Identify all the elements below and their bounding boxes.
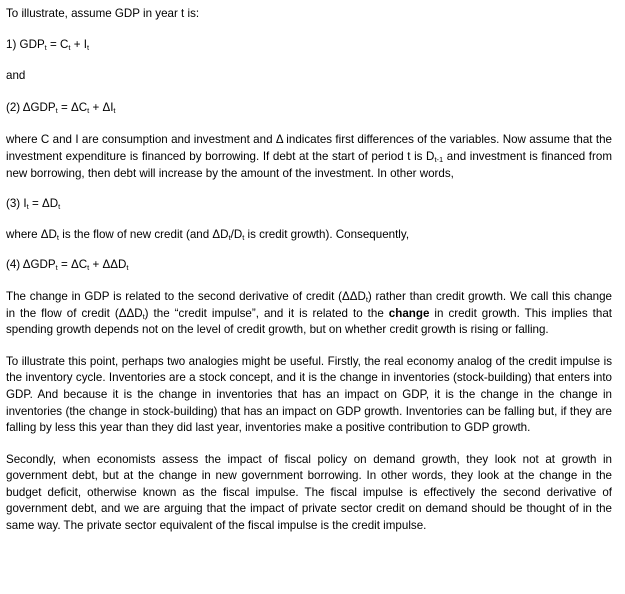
paragraph-5-text: Secondly, when economists assess the impact of fiscal policy on demand growth, they look not at growth in government debt, but at the change in new government borrowing. In other words, they look at the change in the budget deficit, otherwise known as the fiscal impulse. The fiscal impulse is effectively the second derivative of government debt, and we are arguing that the impact of private sector credit on demand should be thought of in the same way. The private sector equivalent of the fiscal impulse is the credit impulse. [6, 452, 612, 533]
paragraph-3: The change in GDP is related to the second derivative of credit $(\Delta\Delta D_t)$ rather than credit growth. We call this change in the flow of credit $(\Delta\Delta D_t)$ the “credit impulse”, and it is related to the change in credit growth. This implies that spending growth depends not on the level of credit growth, but on whether credit growth is rising or falling. [6, 289, 612, 337]
and-paragraph [6, 68, 612, 85]
eq1-term-a: $C_t$ [60, 37, 71, 52]
eq2-term-b: $\Delta I_t$ [102, 100, 116, 115]
eq2-lhs: $\Delta GDP_t$ [22, 100, 58, 115]
equation-1 [6, 37, 612, 54]
eq1-plus: + [73, 37, 81, 51]
eq1-lhs: $GDP_t$ [19, 37, 47, 52]
document-body [6, 6, 612, 535]
equation-2 [6, 100, 612, 117]
eq2-plus: + [92, 100, 100, 114]
paragraph-1: where C and I are consumption and investment and Δ indicates first differences of the variables. Now assume that the investment expenditure is financed by borrowing. If debt at the start of period t is $D_{t-1}$ and investment is financed from new borrowing, then debt will increase by the amount of the investment. In other words, [6, 133, 612, 180]
eq4-plus: + [92, 258, 100, 272]
and-text: and [6, 69, 26, 83]
eq3-equals: = [31, 197, 39, 211]
eq3-term-a: $\Delta D_t$ [41, 197, 61, 212]
equation-3 [6, 196, 612, 213]
eq4-equals: = [60, 258, 68, 272]
emphasis-change: change [388, 306, 430, 320]
eq1-equals: = [50, 37, 57, 51]
intro-paragraph [6, 6, 612, 23]
paragraph-4 [6, 354, 612, 437]
eq4-number: (4) [6, 258, 21, 272]
paragraph-2: where $\Delta D_t$ is the flow of new credit (and $\Delta D_t/D_t$ is credit growth). Consequently, [6, 227, 410, 242]
eq2-term-a: $\Delta C_t$ [70, 100, 90, 115]
equation-4 [6, 257, 612, 274]
eq3-lhs: $I_t$ [23, 197, 29, 212]
intro-text: To illustrate, assume GDP in year t is: [6, 7, 200, 20]
eq2-number: (2) [6, 100, 21, 114]
eq3-number: (3) [6, 197, 21, 211]
paragraph-4-text: To illustrate this point, perhaps two analogies might be useful. Firstly, the real economy analog of the credit impulse is the inventory cycle. Inventories are a stock concept, and it is the change in inventories (stock-building) that enters into GDP. And because it is the change in inventories that has an impact on GDP, it is the change in the change in inventories (the change in stock-building) that has an impact on GDP growth. Inventories can be falling but, if they are falling by less this year than they did last year, inventories make a positive contribution to GDP growth. [6, 354, 612, 435]
eq4-lhs: $\Delta GDP_t$ [22, 258, 58, 273]
eq4-term-b: $\Delta\Delta D_t$ [102, 258, 129, 273]
eq1-term-b: $I_t$ [83, 37, 90, 52]
paragraph-5 [6, 452, 612, 535]
eq4-term-a: $\Delta C_t$ [70, 258, 90, 273]
eq2-equals: = [60, 100, 68, 114]
eq1-number: 1) [6, 37, 17, 51]
